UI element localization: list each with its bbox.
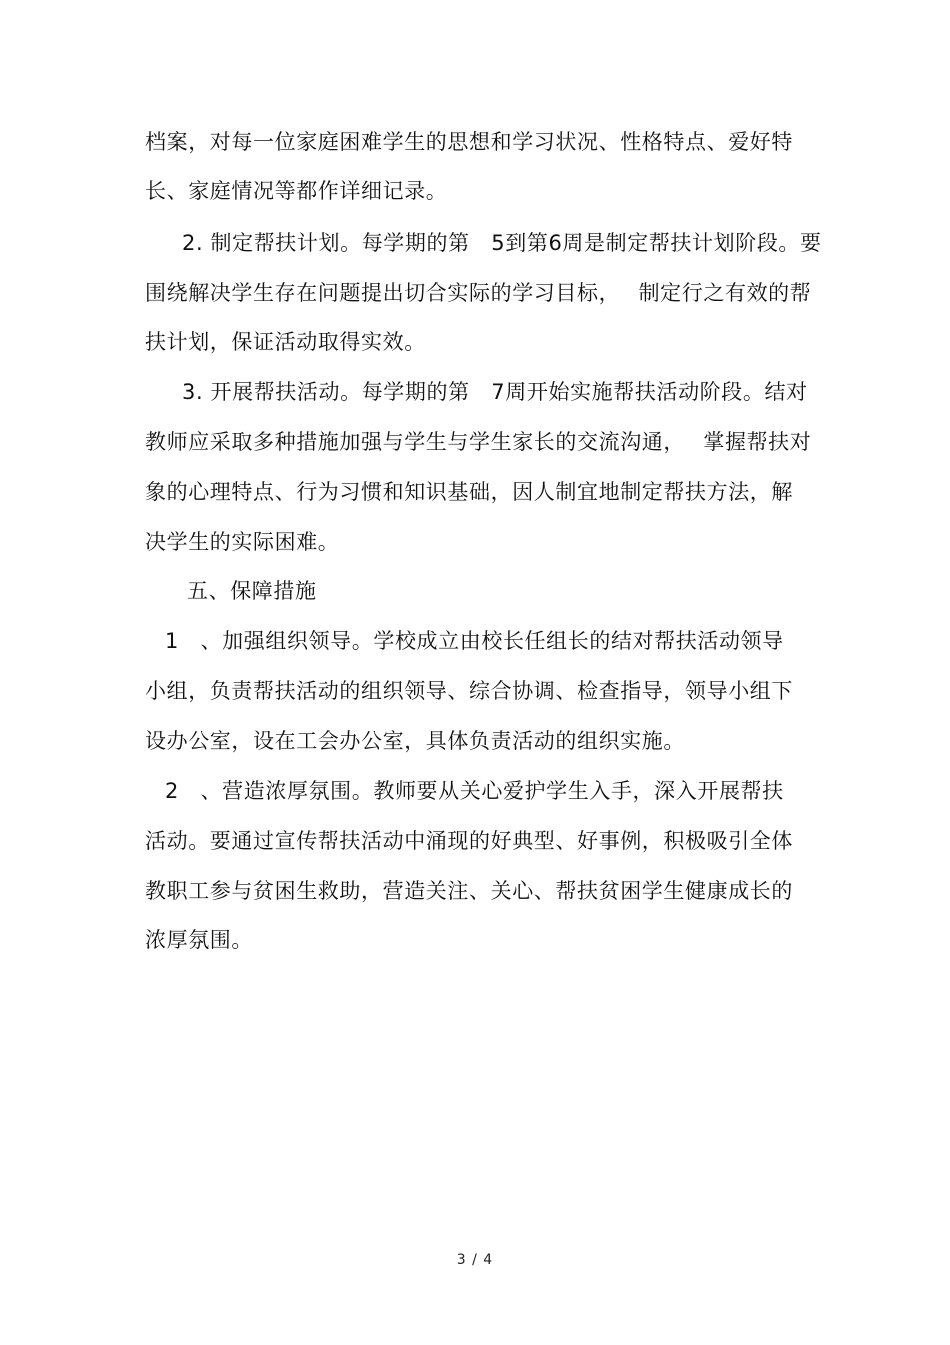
body-text-line: 设办公室，设在工会办公室，具体负责活动的组织实施。	[145, 729, 685, 753]
section-heading: 五、保障措施	[187, 579, 317, 603]
list-item-line: 2 、营造浓厚氛围。教师要从关心爱护学生入手，深入开展帮扶	[165, 779, 784, 803]
body-text-line: 活动。要通过宣传帮扶活动中涌现的好典型、好事例，积极吸引全体	[145, 829, 793, 853]
list-item-line: 1 、加强组织领导。学校成立由校长任组长的结对帮扶活动领导	[165, 629, 784, 653]
body-text-line: 浓厚氛围。	[145, 928, 253, 952]
body-text-line: 档案，对每一位家庭困难学生的思想和学习状况、性格特点、爱好特	[145, 130, 793, 154]
body-text-line: 教职工参与贫困生救助，营造关注、关心、帮扶贫困学生健康成长的	[145, 879, 793, 903]
body-text-line: 小组，负责帮扶活动的组织领导、综合协调、检查指导，领导小组下	[145, 679, 793, 703]
page-number: 3 / 4	[456, 1252, 494, 1268]
list-item-line: 3. 开展帮扶活动。每学期的第 7周开始实施帮扶活动阶段。结对	[182, 380, 808, 404]
list-item-line: 2. 制定帮扶计划。每学期的第 5到第6周是制定帮扶计划阶段。要	[182, 231, 822, 255]
body-text-line: 教师应采取多种措施加强与学生与学生家长的交流沟通， 掌握帮扶对	[145, 430, 812, 454]
body-text-line: 围绕解决学生存在问题提出切合实际的学习目标， 制定行之有效的帮	[145, 281, 812, 305]
body-text-line: 扶计划，保证活动取得实效。	[145, 330, 426, 354]
body-text-line: 长、家庭情况等都作详细记录。	[145, 179, 448, 203]
body-text-line: 象的心理特点、行为习惯和知识基础，因人制宜地制定帮扶方法，解	[145, 480, 793, 504]
body-text-line: 决学生的实际困难。	[145, 530, 340, 554]
